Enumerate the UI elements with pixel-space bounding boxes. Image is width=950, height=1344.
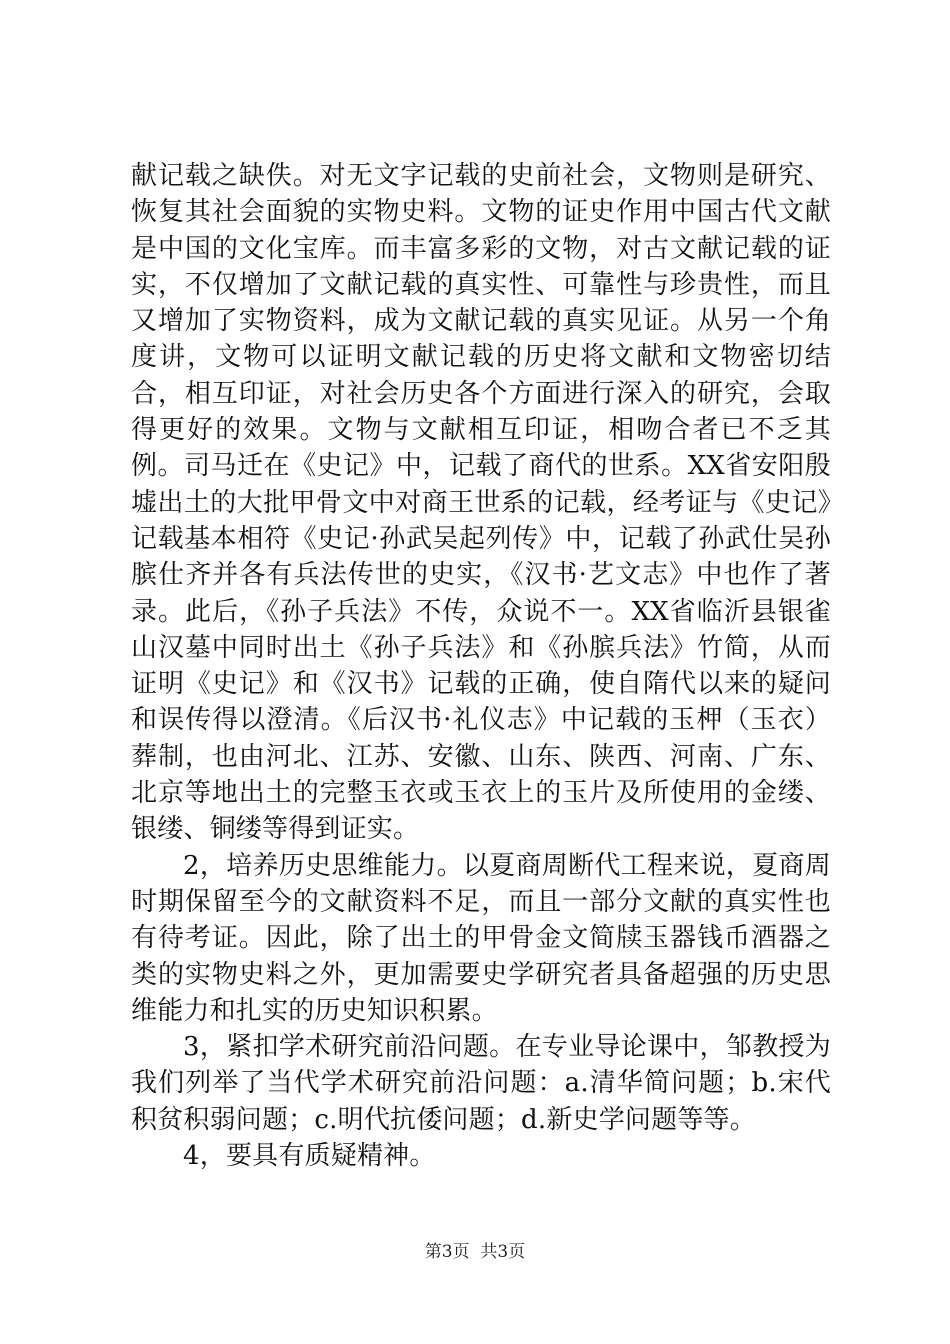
page-number-footer: 第3页 共3页 <box>424 1242 526 1262</box>
paragraph-point-3: 3，紧扣学术研究前沿问题。在专业导论课中，邹教授为我们列举了当代学术研究前沿问题：a.清华简问题；b.宋代积贫积弱问题；c.明代抗倭问题；d.新史学问题等等。 <box>131 1032 831 1135</box>
paragraph-point-4: 4，要具有质疑精神。 <box>183 1141 436 1172</box>
paragraph-continuation: 献记载之缺佚。对无文字记载的史前社会，文物则是研究、恢复其社会面貌的实物史料。文物的证史作用中国古代文献是中国的文化宝库。而丰富多彩的文物，对古文献记载的证实，不仅增加了文献记载的真实性、可靠性与珍贵性，而且又增加了实物资料，成为文献记载的真实见证。从另一个角度讲，文物可以证明文献记载的历史将文献和文物密切结合，相互印证，对社会历史各个方面进行深入的研究，会取得更好的效果。文物与文献相互印证，相吻合者已不乏其例。司马迁在《史记》中，记载了商代的世系。XX省安阳殷墟出土的大批甲骨文中对商王世系的记载，经考证与《史记》记载基本相符《史记·孙武吴起列传》中，记载了孙武仕吴孙膑仕齐并各有兵法传世的史实，《汉书·艺文志》中也作了著录。此后，《孙子兵法》不传，众说不一。XX省临沂县银雀山汉墓中同时出土《孙子兵法》和《孙膑兵法》竹简，从而证明《史记》和《汉书》记载的正确，使自隋代以来的疑问和误传得以澄清。《后汉书·礼仪志》中记载的玉柙（玉衣）葬制，也由河北、江苏、安徽、山东、陕西、河南、广东、北京等地出土的完整玉衣或玉衣上的玉片及所使用的金缕、银缕、铜缕等得到证实。 <box>131 161 831 845</box>
paragraph-point-2: 2，培养历史思维能力。以夏商周断代工程来说，夏商周时期保留至今的文献资料不足，而且一部分文献的真实性也有待考证。因此，除了出土的甲骨金文简牍玉器钱币酒器之类的实物史料之外，更加需要史学研究者具备超强的历史思维能力和扎实的历史知识积累。 <box>131 850 831 1026</box>
document-body <box>131 158 831 1174</box>
